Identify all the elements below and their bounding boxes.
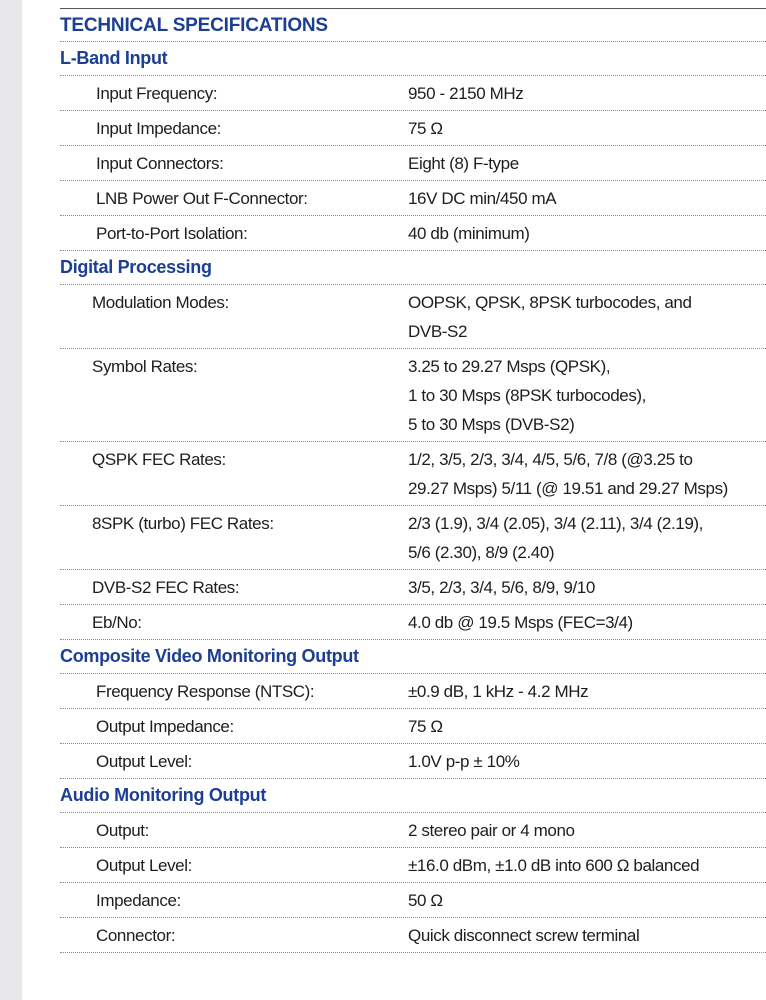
spec-row [60, 111, 766, 146]
spec-value-line: 950 - 2150 MHz [408, 84, 524, 103]
section-heading-digital-processing: Digital Processing [60, 251, 766, 285]
spec-label: Output Level: [96, 856, 192, 875]
spec-label: Modulation Modes: [92, 293, 229, 312]
spec-value-line: DVB-S2 [408, 322, 468, 341]
section-heading-l-band-input: L-Band Input [60, 42, 766, 76]
spec-value-line: 3/5, 2/3, 3/4, 5/6, 8/9, 9/10 [408, 578, 595, 597]
spec-label: Input Connectors: [96, 154, 224, 173]
spec-sheet [60, 8, 766, 953]
spec-row [60, 76, 766, 111]
spec-row [60, 181, 766, 216]
spec-sections [60, 42, 766, 953]
spec-label: Frequency Response (NTSC): [96, 682, 315, 701]
spec-value [370, 851, 766, 880]
spec-label: LNB Power Out F-Connector: [96, 189, 308, 208]
spec-value [370, 608, 766, 637]
spec-value [370, 79, 766, 108]
spec-value [370, 816, 766, 845]
spec-label: Output Impedance: [96, 717, 234, 736]
spec-value [370, 219, 766, 248]
section-heading-composite-video-monitoring-output: Composite Video Monitoring Output [60, 640, 766, 674]
spec-value-line: 3.25 to 29.27 Msps (QPSK), [408, 357, 611, 376]
spec-label: Symbol Rates: [92, 357, 198, 376]
spec-label: Input Impedance: [96, 119, 221, 138]
spec-row [60, 349, 766, 442]
spec-row [60, 848, 766, 883]
spec-value-line: 50 Ω [408, 891, 443, 910]
section-heading-audio-monitoring-output: Audio Monitoring Output [60, 779, 766, 813]
spec-value [370, 509, 766, 567]
spec-value [370, 352, 766, 439]
page-title: TECHNICAL SPECIFICATIONS [60, 9, 766, 42]
spec-value [370, 184, 766, 213]
document-page [22, 0, 766, 1000]
spec-value-line: 2 stereo pair or 4 mono [408, 821, 575, 840]
spec-label: Connector: [96, 926, 176, 945]
spec-row [60, 442, 766, 506]
spec-row [60, 813, 766, 848]
spec-value [370, 445, 766, 503]
spec-value-line: OOPSK, QPSK, 8PSK turbocodes, and [408, 293, 692, 312]
spec-label: Eb/No: [92, 613, 142, 632]
spec-row [60, 709, 766, 744]
spec-value-line: 29.27 Msps) 5/11 (@ 19.51 and 29.27 Msps) [408, 479, 728, 498]
spec-row [60, 674, 766, 709]
spec-row [60, 570, 766, 605]
spec-label: Output Level: [96, 752, 192, 771]
spec-value [370, 288, 766, 346]
spec-row [60, 744, 766, 779]
spec-value [370, 712, 766, 741]
spec-value [370, 886, 766, 915]
spec-row [60, 918, 766, 953]
spec-row [60, 146, 766, 181]
spec-label: Input Frequency: [96, 84, 218, 103]
spec-label: Impedance: [96, 891, 181, 910]
spec-value-line: Quick disconnect screw terminal [408, 926, 640, 945]
spec-value-line: Eight (8) F-type [408, 154, 519, 173]
spec-label: QSPK FEC Rates: [92, 450, 226, 469]
spec-value-line: 75 Ω [408, 717, 443, 736]
spec-value-line: 1.0V p-p ± 10% [408, 752, 520, 771]
spec-value-line: 1 to 30 Msps (8PSK turbocodes), [408, 386, 647, 405]
spec-value [370, 114, 766, 143]
spec-row [60, 216, 766, 251]
spec-value [370, 149, 766, 178]
spec-value-line: 5/6 (2.30), 8/9 (2.40) [408, 543, 555, 562]
spec-row [60, 605, 766, 640]
spec-value-line: 1/2, 3/5, 2/3, 3/4, 4/5, 5/6, 7/8 (@3.25 to [408, 450, 693, 469]
spec-label: Port-to-Port Isolation: [96, 224, 248, 243]
spec-value-line: 2/3 (1.9), 3/4 (2.05), 3/4 (2.11), 3/4 (2.19), [408, 514, 704, 533]
spec-value-line: 5 to 30 Msps (DVB-S2) [408, 415, 575, 434]
spec-value-line: ±16.0 dBm, ±1.0 dB into 600 Ω balanced [408, 856, 700, 875]
spec-value [370, 921, 766, 950]
spec-value [370, 747, 766, 776]
spec-label: Output: [96, 821, 149, 840]
spec-row [60, 883, 766, 918]
spec-value-line: 75 Ω [408, 119, 443, 138]
spec-value-line: 4.0 db @ 19.5 Msps (FEC=3/4) [408, 613, 633, 632]
spec-value [370, 573, 766, 602]
spec-value-line: 40 db (minimum) [408, 224, 530, 243]
spec-value-line: ±0.9 dB, 1 kHz - 4.2 MHz [408, 682, 589, 701]
spec-label: 8SPK (turbo) FEC Rates: [92, 514, 274, 533]
spec-label: DVB-S2 FEC Rates: [92, 578, 240, 597]
spec-row [60, 285, 766, 349]
spec-value [370, 677, 766, 706]
spec-row [60, 506, 766, 570]
spec-value-line: 16V DC min/450 mA [408, 189, 557, 208]
